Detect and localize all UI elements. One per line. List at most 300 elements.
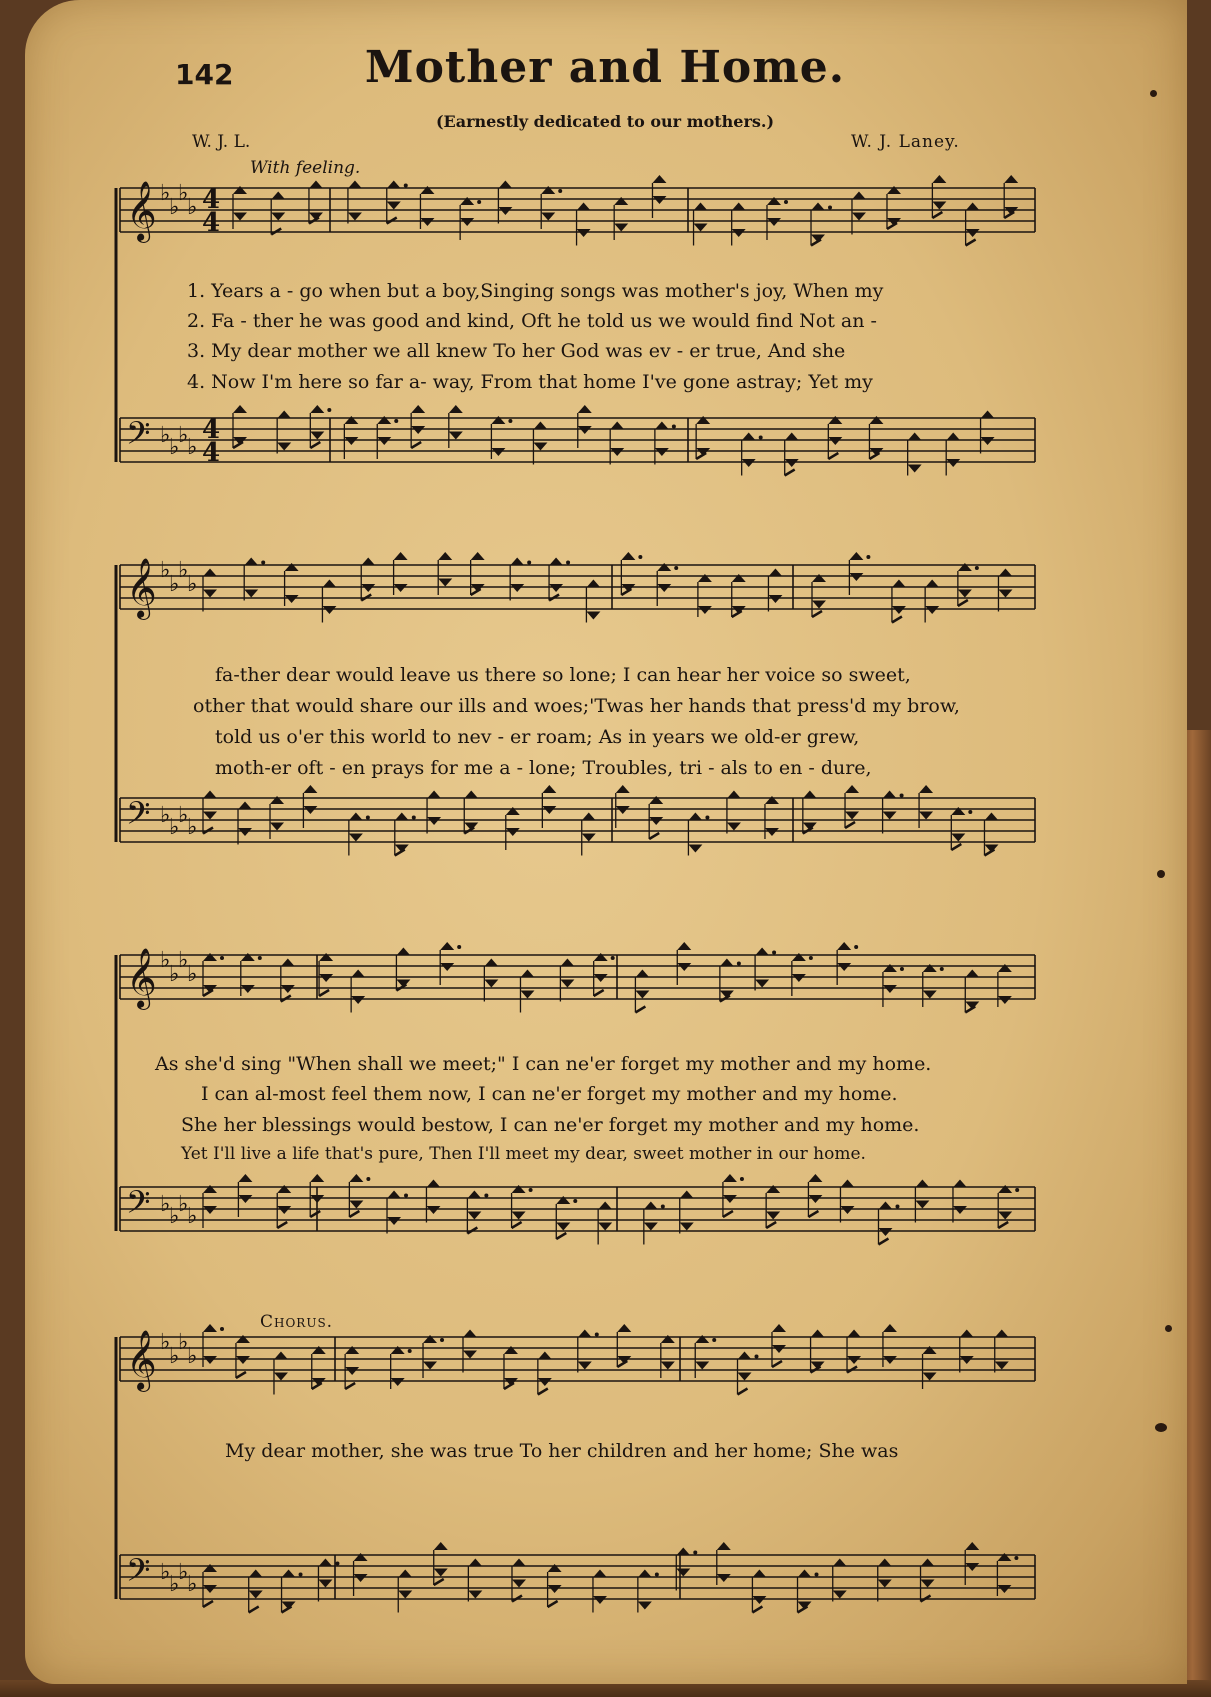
flat-icon: ♭: [178, 423, 189, 448]
note-head: [468, 1591, 482, 1599]
note-head: [440, 963, 454, 971]
hymnal-page: [25, 0, 1187, 1684]
note-head: [908, 433, 922, 441]
note-head: [925, 606, 939, 614]
note-flag: [966, 240, 976, 246]
note-head: [387, 1217, 401, 1225]
lyric-line: told us o'er this world to nev - er roam; As in years we old-er grew,: [215, 726, 860, 748]
flat-icon: ♭: [187, 1572, 198, 1597]
paper-speck: [1165, 1325, 1172, 1332]
note-head: [998, 964, 1012, 972]
note-head: [319, 974, 333, 982]
note-head: [471, 552, 485, 560]
lyric-line: Yet I'll live a life that's pure, Then I'll meet my dear, sweet mother in our home.: [181, 1144, 866, 1164]
note-head: [837, 942, 851, 950]
flat-icon: ♭: [160, 1330, 171, 1355]
note-dot: [573, 1199, 577, 1203]
note-head: [995, 1362, 1009, 1370]
note-flag: [512, 1222, 522, 1228]
note-head: [460, 197, 474, 205]
note-head: [387, 1191, 401, 1199]
note-head: [742, 433, 756, 441]
note-head: [657, 584, 671, 592]
note-head: [438, 552, 452, 560]
note-head: [845, 785, 859, 793]
note-dot: [900, 967, 904, 971]
note-head: [426, 1180, 440, 1188]
note-head: [282, 1570, 296, 1578]
note-head: [676, 1548, 690, 1556]
note-head: [512, 1559, 526, 1567]
note-head: [594, 974, 608, 982]
note-head: [638, 1570, 652, 1578]
note-head: [981, 411, 995, 419]
note-head: [361, 558, 375, 566]
note-head: [727, 791, 741, 799]
note-dot: [404, 1194, 408, 1198]
note-head: [995, 1330, 1009, 1338]
note-flag: [203, 990, 213, 996]
note-head: [657, 563, 671, 571]
note-head: [883, 791, 897, 799]
note-head: [438, 579, 452, 587]
note-head: [919, 785, 933, 793]
note-dot: [1014, 1556, 1018, 1560]
note-head: [549, 584, 563, 592]
note-head: [811, 1330, 825, 1338]
note-head: [310, 432, 324, 440]
note-dot: [693, 1551, 697, 1555]
flat-icon: ♭: [169, 962, 180, 987]
note-dot: [299, 1573, 303, 1577]
note-dot: [529, 1188, 533, 1192]
treble-clef-icon: 𝄞: [126, 948, 157, 1008]
note-head: [614, 197, 628, 205]
note-head: [649, 817, 663, 825]
flat-icon: ♭: [187, 1344, 198, 1369]
note-head: [520, 991, 534, 999]
note-head: [644, 1223, 658, 1231]
note-head: [765, 796, 779, 804]
note-head: [203, 1185, 217, 1193]
note-head: [377, 437, 391, 445]
note-head: [923, 1346, 937, 1354]
note-flag: [869, 453, 879, 459]
lyric-line: other that would share our ills and woes;'Twas her hands that press'd my brow,: [193, 695, 960, 717]
note-head: [765, 828, 779, 836]
note-flag: [752, 1607, 762, 1613]
note-flag: [349, 1211, 359, 1217]
note-head: [951, 807, 965, 815]
note-head: [676, 1569, 690, 1577]
note-dot: [412, 816, 416, 820]
note-head: [1004, 175, 1018, 183]
note-flag: [319, 990, 329, 996]
note-dot: [595, 1333, 599, 1337]
flat-icon: ♭: [178, 803, 189, 828]
note-flag: [617, 1361, 627, 1367]
note-head: [755, 980, 769, 988]
note-head: [468, 1559, 482, 1567]
note-dot: [661, 1205, 665, 1209]
note-head: [923, 991, 937, 999]
note-head: [249, 1570, 263, 1578]
note-head: [852, 213, 866, 221]
note-head: [423, 1335, 437, 1343]
note-head: [808, 1195, 822, 1203]
note-head: [274, 1373, 288, 1381]
note-head: [512, 1212, 526, 1220]
note-dot: [895, 1205, 899, 1209]
composer-credit: W. J. Laney.: [851, 132, 960, 152]
note-head: [998, 1212, 1012, 1220]
note-head: [582, 834, 596, 842]
note-head: [966, 229, 980, 237]
note-head: [997, 1553, 1011, 1561]
note-head: [560, 959, 574, 967]
flat-icon: ♭: [187, 962, 198, 987]
note-head: [520, 970, 534, 978]
note-head: [463, 1351, 477, 1359]
note-dot: [440, 1338, 444, 1342]
note-flag: [932, 212, 942, 218]
note-head: [883, 964, 897, 972]
note-head: [310, 1195, 324, 1203]
note-head: [652, 196, 666, 204]
note-head: [318, 1559, 332, 1567]
note-head: [349, 1174, 363, 1182]
note-head: [277, 443, 291, 451]
note-head: [577, 203, 591, 211]
note-head: [318, 1580, 332, 1588]
flat-icon: ♭: [169, 815, 180, 840]
note-flag: [878, 1239, 888, 1245]
note-dot: [854, 945, 858, 949]
note-dot: [611, 956, 615, 960]
note-head: [694, 203, 708, 211]
flat-icon: ♭: [187, 572, 198, 597]
time-signature-bottom: 4: [202, 208, 221, 238]
note-head: [241, 953, 255, 961]
note-head: [203, 1206, 217, 1214]
note-head: [578, 405, 592, 413]
note-head: [203, 569, 217, 577]
note-head: [849, 573, 863, 581]
hymn-dedication: (Earnestly dedicated to our mothers.): [435, 112, 775, 131]
flat-icon: ♭: [178, 558, 189, 583]
lyric-line: She her blessings would bestow, I can ne'er forget my mother and my home.: [181, 1114, 920, 1136]
note-head: [593, 1596, 607, 1604]
note-head: [680, 1191, 694, 1199]
note-head: [277, 1206, 291, 1214]
note-dot: [404, 184, 408, 188]
note-head: [803, 791, 817, 799]
note-head: [396, 948, 410, 956]
note-head: [616, 806, 630, 814]
note-head: [548, 1564, 562, 1572]
note-head: [698, 574, 712, 582]
note-flag: [538, 1389, 548, 1395]
flat-icon: ♭: [178, 1192, 189, 1217]
note-head: [270, 823, 284, 831]
flat-icon: ♭: [169, 195, 180, 220]
note-flag: [635, 1007, 645, 1013]
note-head: [238, 1174, 252, 1182]
note-flag: [434, 1579, 444, 1585]
note-head: [449, 432, 463, 440]
lyric-line: moth-er oft - en prays for me a - lone; Troubles, tri - als to en - dure,: [215, 757, 872, 779]
lyric-line: fa-ther dear would leave us there so lone; I can hear her voice so sweet,: [215, 664, 911, 686]
note-flag: [504, 1383, 514, 1389]
note-head: [395, 813, 409, 821]
note-head: [411, 405, 425, 413]
note-head: [241, 985, 255, 993]
note-head: [460, 218, 474, 226]
note-flag: [965, 1007, 975, 1013]
note-head: [828, 437, 842, 445]
note-head: [344, 437, 358, 445]
note-head: [556, 1196, 570, 1204]
note-head: [635, 991, 649, 999]
note-dot: [508, 419, 512, 423]
lyric-line: 4. Now I'm here so far a- way, From that home I've gone astray; Yet my: [187, 371, 873, 393]
note-dot: [784, 200, 788, 204]
note-head: [277, 1185, 291, 1193]
flat-icon: ♭: [178, 181, 189, 206]
note-dot: [638, 555, 642, 559]
note-head: [965, 1563, 979, 1571]
note-head: [491, 416, 505, 424]
note-head: [621, 552, 635, 560]
flat-icon: ♭: [160, 1560, 171, 1585]
note-dot: [815, 1573, 819, 1577]
note-head: [510, 558, 524, 566]
flat-icon: ♭: [178, 948, 189, 973]
flat-icon: ♭: [187, 1204, 198, 1229]
note-head: [440, 942, 454, 950]
note-head: [752, 1570, 766, 1578]
note-flag: [594, 990, 604, 996]
note-flag: [951, 844, 961, 850]
note-head: [951, 834, 965, 842]
note-head: [244, 590, 258, 598]
note-flag: [310, 442, 320, 448]
note-dot: [740, 1177, 744, 1181]
note-head: [512, 1580, 526, 1588]
note-dot: [366, 1177, 370, 1181]
note-head: [345, 1367, 359, 1375]
note-flag: [812, 611, 822, 617]
note-head: [661, 1362, 675, 1370]
note-dot: [477, 200, 481, 204]
note-head: [919, 812, 933, 820]
note-flag: [233, 442, 243, 448]
note-head: [878, 1559, 892, 1567]
note-head: [309, 181, 323, 189]
note-dot: [484, 1194, 488, 1198]
note-head: [504, 1346, 518, 1354]
note-flag: [766, 1222, 776, 1228]
bass-clef-icon: 𝄢: [126, 415, 151, 459]
note-head: [655, 448, 669, 456]
note-head: [281, 985, 295, 993]
note-dot: [566, 561, 570, 565]
note-head: [695, 1362, 709, 1370]
note-dot: [220, 956, 224, 960]
note-head: [677, 942, 691, 950]
note-head: [883, 1356, 897, 1364]
flat-icon: ♭: [160, 423, 171, 448]
hymn-title: Mother and Home.: [364, 42, 846, 93]
note-head: [533, 443, 547, 451]
note-head: [236, 1335, 250, 1343]
flat-icon: ♭: [169, 1204, 180, 1229]
note-dot: [672, 425, 676, 429]
note-head: [541, 186, 555, 194]
note-head: [960, 1330, 974, 1338]
lyric-line: My dear mother, she was true To her children and her home; She was: [225, 1440, 899, 1462]
note-head: [549, 558, 563, 566]
time-signature-top: 4: [202, 185, 221, 215]
note-head: [303, 806, 317, 814]
note-head: [233, 186, 247, 194]
lyric-line: 2. Fa - ther he was good and kind, Oft he told us we would find Not an -: [187, 310, 877, 332]
note-head: [271, 192, 285, 200]
note-head: [449, 405, 463, 413]
note-head: [426, 1206, 440, 1214]
treble-clef-icon: 𝄞: [126, 1330, 157, 1390]
note-head: [717, 1574, 731, 1582]
note-head: [203, 812, 217, 820]
note-head: [285, 563, 299, 571]
chorus-label: Chorus.: [260, 1312, 334, 1332]
note-head: [541, 213, 555, 221]
note-head: [698, 606, 712, 614]
note-dot: [712, 1338, 716, 1342]
note-dot: [408, 1349, 412, 1353]
note-dot: [258, 956, 262, 960]
note-head: [203, 1564, 217, 1572]
note-dot: [327, 408, 331, 412]
note-head: [463, 1330, 477, 1338]
note-head: [852, 192, 866, 200]
flat-icon: ♭: [160, 181, 171, 206]
note-head: [752, 1596, 766, 1604]
note-head: [845, 812, 859, 820]
note-dot: [366, 816, 370, 820]
note-head: [391, 1346, 405, 1354]
note-head: [238, 1195, 252, 1203]
note-head: [344, 416, 358, 424]
note-flag: [411, 442, 421, 448]
note-head: [998, 569, 1012, 577]
note-head: [946, 459, 960, 467]
note-dot: [975, 566, 979, 570]
note-head: [351, 996, 365, 1004]
note-dot: [261, 561, 265, 565]
note-head: [614, 224, 628, 232]
note-flag: [828, 453, 838, 459]
note-head: [655, 422, 669, 430]
note-head: [833, 1559, 847, 1567]
note-flag: [649, 833, 659, 839]
note-head: [244, 558, 258, 566]
note-head: [498, 207, 512, 215]
note-flag: [236, 1372, 246, 1378]
note-head: [792, 953, 806, 961]
note-head: [828, 416, 842, 424]
note-head: [271, 213, 285, 221]
note-head: [434, 1569, 448, 1577]
note-flag: [345, 1383, 355, 1389]
note-head: [946, 433, 960, 441]
note-head: [915, 1201, 929, 1209]
note-head: [348, 181, 362, 189]
note-flag: [785, 470, 795, 476]
note-head: [772, 1345, 786, 1353]
note-flag: [249, 1607, 259, 1613]
note-head: [960, 1356, 974, 1364]
note-head: [467, 1191, 481, 1199]
note-head: [387, 202, 401, 210]
note-flag: [772, 1361, 782, 1367]
note-head: [556, 1223, 570, 1231]
note-head: [887, 186, 901, 194]
note-flag: [811, 240, 821, 246]
note-head: [768, 569, 782, 577]
note-head: [792, 974, 806, 982]
note-head: [998, 996, 1012, 1004]
note-head: [732, 574, 746, 582]
note-head: [467, 1212, 481, 1220]
note-flag: [310, 1211, 320, 1217]
note-dot: [755, 1355, 759, 1359]
lyricist-credit: W. J. L.: [192, 132, 251, 152]
note-dot: [335, 1562, 339, 1566]
note-head: [420, 186, 434, 194]
note-head: [310, 405, 324, 413]
note-dot: [220, 1327, 224, 1331]
note-head: [510, 584, 524, 592]
paper-speck: [1150, 90, 1157, 97]
note-head: [652, 175, 666, 183]
note-dot: [900, 794, 904, 798]
note-dot: [759, 436, 763, 440]
note-head: [506, 828, 520, 836]
note-head: [981, 437, 995, 445]
note-head: [812, 601, 826, 609]
note-dot: [968, 810, 972, 814]
note-head: [593, 1570, 607, 1578]
time-signature-top: 4: [202, 415, 221, 445]
note-dot: [1015, 1188, 1019, 1192]
note-head: [434, 1542, 448, 1550]
note-head: [577, 229, 591, 237]
note-head: [849, 552, 863, 560]
note-flag: [471, 589, 481, 595]
note-head: [840, 1180, 854, 1188]
note-head: [785, 433, 799, 441]
note-head: [533, 422, 547, 430]
note-dot: [772, 951, 776, 955]
note-flag: [312, 1383, 322, 1389]
note-head: [878, 1202, 892, 1210]
note-flag: [621, 589, 631, 595]
note-flag: [738, 1389, 748, 1395]
note-head: [281, 959, 295, 967]
note-head: [512, 1185, 526, 1193]
note-flag: [723, 1211, 733, 1217]
